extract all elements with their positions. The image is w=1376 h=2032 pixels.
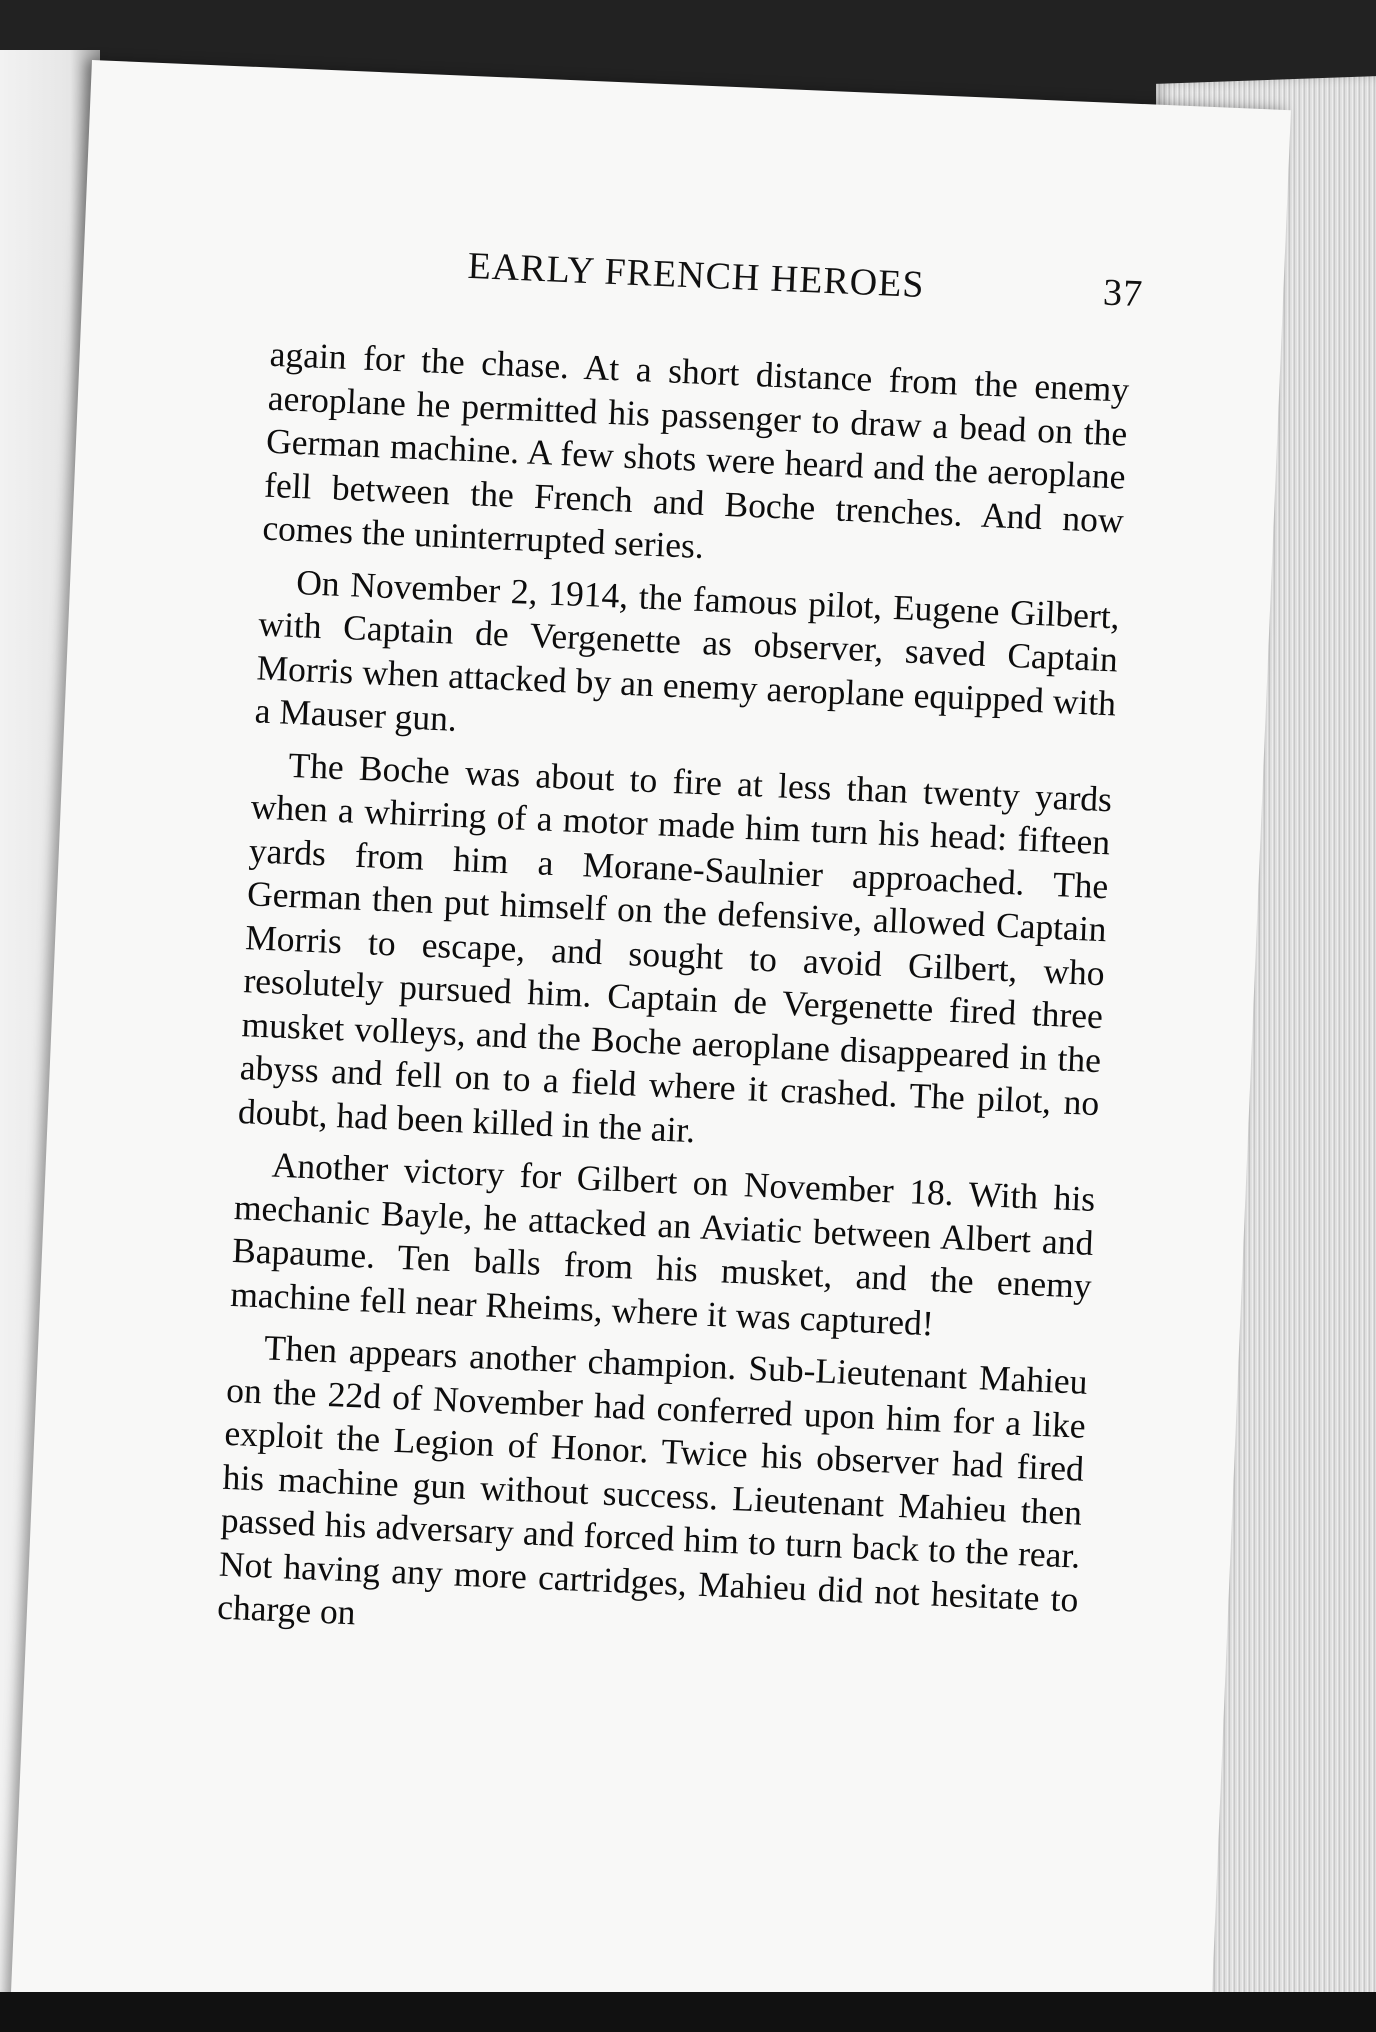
paragraph: again for the chase. At a short distance from the enemy aeroplane he permitted his passenger to draw a bead on the German machine. A few shots were heard and the aeroplane fell between the French and Boche trenches. And now comes the uninterrupted series. xyxy=(261,333,1130,567)
page-number: 37 xyxy=(1102,271,1144,316)
paragraph: Then appears another champion. Sub-Lieutenant Mahieu on the 22d of November had conferred upon him for a like exploit the Legion of Honor. Twice his observer had fired his machine gun without success. Lieutenant Mahieu then passed his adversary and forced him to turn back to the rear. Not having any more cartridges, Mahieu did not hesitate to charge on xyxy=(216,1327,1089,1633)
paragraph: On November 2, 1914, the famous pilot, Eugene Gilbert, with Captain de Vergenette as observer, saved Captain Morris when attacked by an enemy aeroplane equipped with a Mauser gun. xyxy=(254,561,1121,739)
page-header xyxy=(385,240,1144,316)
running-head: EARLY FRENCH HEROES xyxy=(466,244,926,307)
bottom-shadow xyxy=(0,1992,1376,2032)
body-text xyxy=(216,333,1130,1674)
paragraph: Another victory for Gilbert on November 18. With his mechanic Bayle, he attacked an Aviatic between Albert and Bapaume. Ten balls from his musket, and the enemy machine fell near Rheims, where it was captured! xyxy=(229,1144,1097,1343)
paragraph: The Boche was about to fire at less than twenty yards when a whirring of a motor made him turn his head: fifteen yards from him a Morane-Saulnier approached. The German then put himself on the defensive, allowed Captain Morris to escape, and sought to avoid Gilbert, who resolutely pursued him. Captain de Vergenette fired three musket volleys, and the Boche aeroplane disappeared in the abyss and fell on to a field where it crashed. The pilot, no doubt, had been killed in the air. xyxy=(237,744,1113,1150)
book-page xyxy=(10,60,1291,2032)
